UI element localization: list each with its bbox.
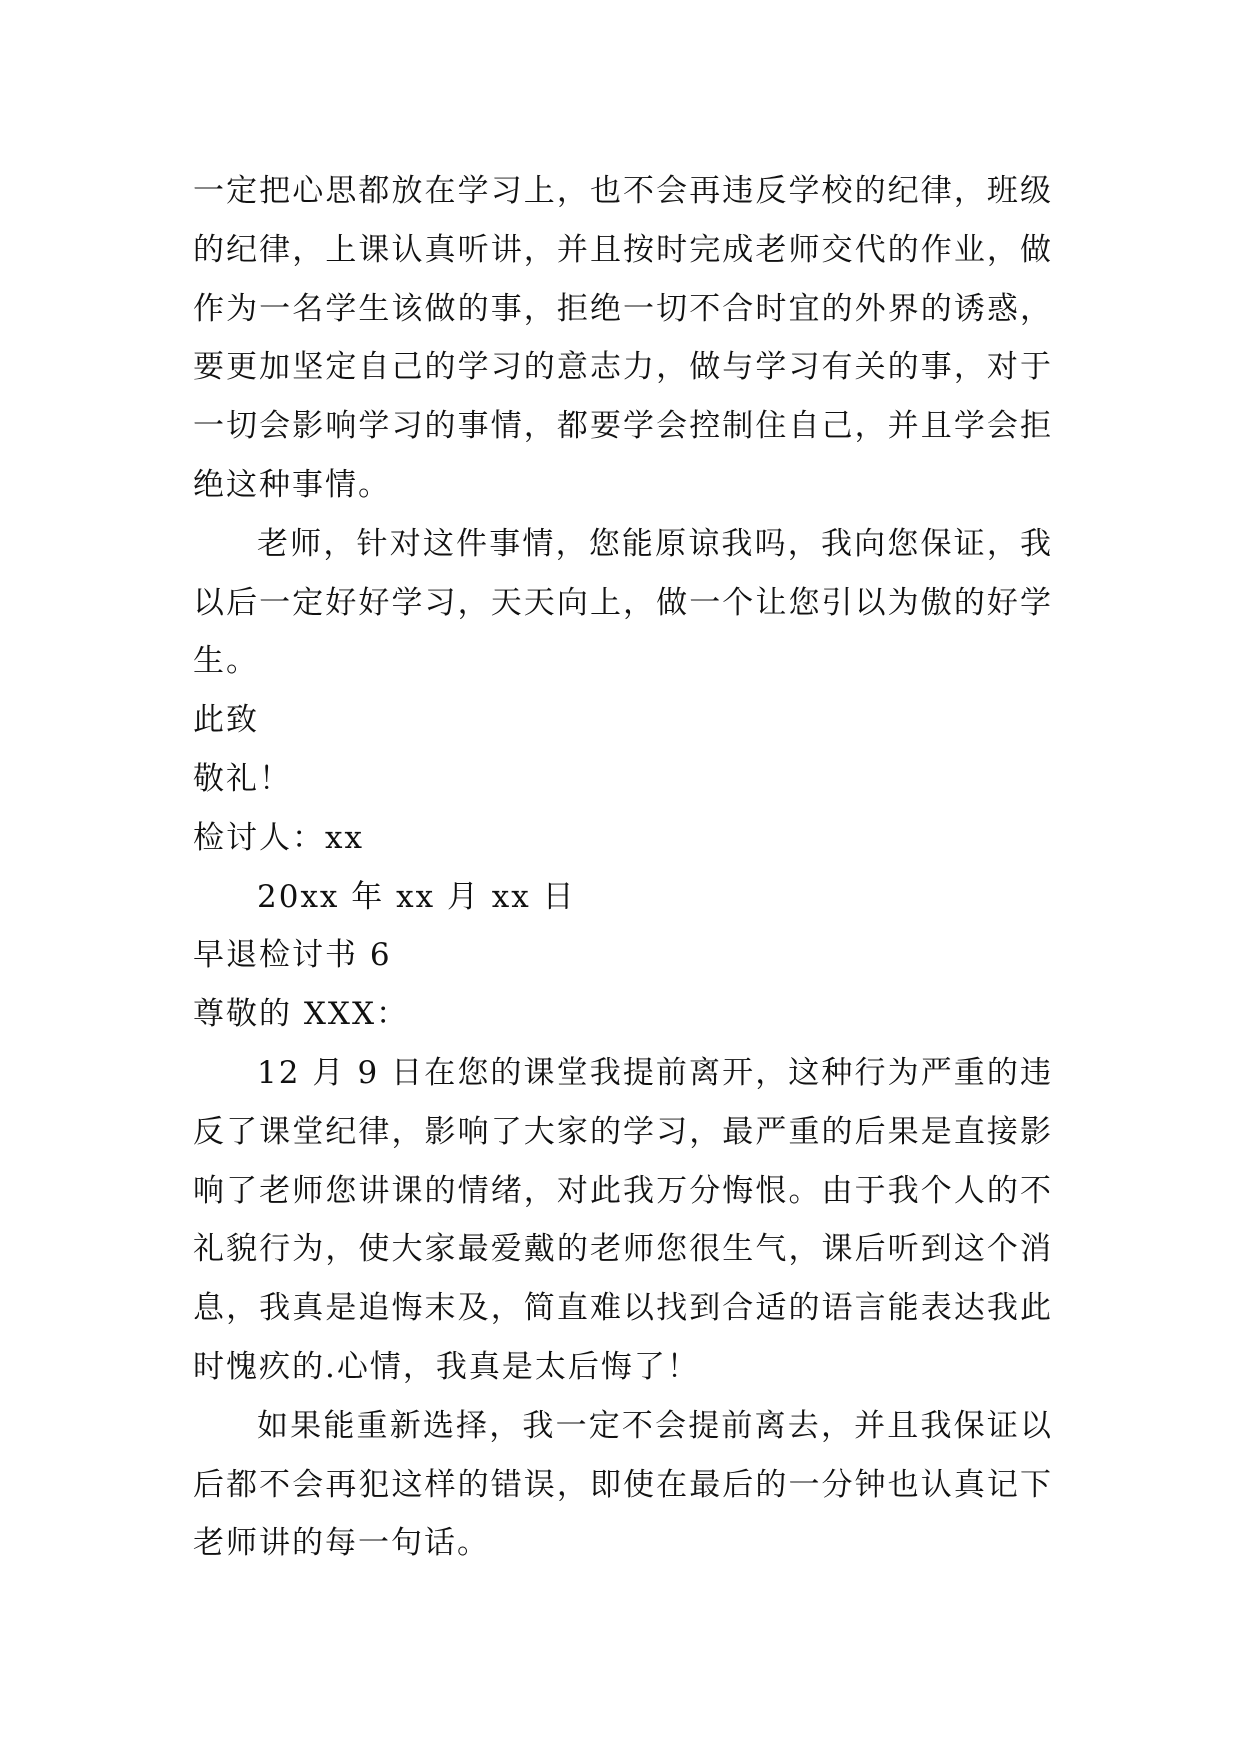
section-title: 早退检讨书 6 [193, 937, 392, 974]
date-line: 20xx 年 xx 月 xx 日 [257, 878, 576, 915]
closing-salutation: 此致 [193, 702, 259, 739]
signature-line: 检讨人：xx [193, 819, 364, 856]
body-paragraph: 如果能重新选择，我一定不会提前离去，并且我保证以后都不会再犯这样的错误，即使在最后的一分钟也认真记下老师讲的每一句话。 [193, 1407, 1053, 1562]
document-body [193, 162, 1053, 1573]
closing-greeting: 敬礼！ [193, 760, 292, 797]
body-paragraph: 一定把心思都放在学习上，也不会再违反学校的纪律，班级的纪律，上课认真听讲，并且按时完成老师交代的作业，做作为一名学生该做的事，拒绝一切不合时宜的外界的诱惑，要更加坚定自己的学习的意志力，做与学习有关的事，对于一切会影响学习的事情，都要学会控制住自己，并且学会拒绝这种事情。 [193, 173, 1053, 503]
body-paragraph: 老师，针对这件事情，您能原谅我吗，我向您保证，我以后一定好好学习，天天向上，做一个让您引以为傲的好学生。 [193, 525, 1053, 680]
body-paragraph: 12 月 9 日在您的课堂我提前离开，这种行为严重的违反了课堂纪律，影响了大家的学习，最严重的后果是直接影响了老师您讲课的情绪，对此我万分悔恨。由于我个人的不礼貌行为，使大家最爱戴的老师您很生气，课后听到这个消息，我真是追悔末及，简直难以找到合适的语言能表达我此时愧疚的.心情，我真是太后悔了！ [193, 1054, 1053, 1385]
letter-greeting: 尊敬的 XXX： [193, 996, 410, 1033]
